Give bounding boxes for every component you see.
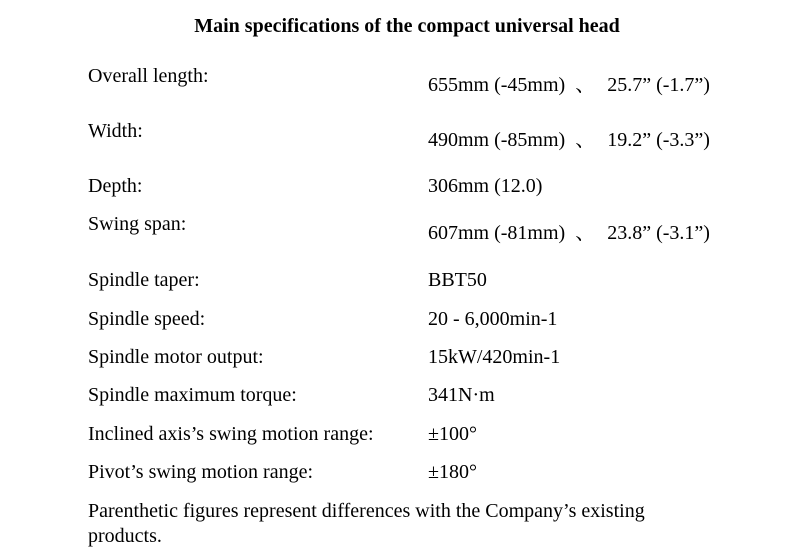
spec-label: Width:: [88, 120, 143, 142]
spec-row-inclined-axis-swing-range: [88, 422, 768, 462]
spec-row-width: [88, 119, 768, 159]
spec-value-metric: 655mm (-45mm): [428, 74, 566, 96]
spec-label: Spindle motor output:: [88, 346, 264, 368]
spec-row-depth: [88, 174, 768, 214]
spec-label: Swing span:: [88, 213, 187, 235]
spec-value: 20 - 6,000min-1: [428, 308, 558, 330]
spec-value: [428, 73, 710, 97]
spec-value-imperial: 19.2” (-3.3”): [607, 129, 710, 151]
spec-label: Inclined axis’s swing motion range:: [88, 423, 374, 445]
spec-value: [428, 174, 542, 198]
spec-value: BBT50: [428, 269, 487, 291]
spec-value-imperial: 23.8” (-3.1”): [607, 222, 710, 244]
spec-separator: 、: [575, 74, 596, 96]
spec-label: Depth:: [88, 175, 143, 197]
spec-label: Spindle speed:: [88, 308, 206, 330]
spec-value-metric: 306mm (12.0): [428, 175, 543, 197]
spec-value-imperial: 25.7” (-1.7”): [607, 74, 710, 96]
spec-value: [428, 128, 710, 152]
spec-label: Overall length:: [88, 65, 209, 87]
spec-row-swing-span: [88, 212, 768, 252]
spec-row-pivot-swing-range: [88, 460, 768, 500]
footnote: Parenthetic figures represent differences with the Company’s existing products.: [88, 500, 645, 547]
spec-separator: 、: [575, 129, 596, 151]
spec-label: Spindle maximum torque:: [88, 384, 297, 406]
spec-value: 341N·m: [428, 384, 495, 406]
document-title: Main specifications of the compact universal head: [194, 15, 620, 37]
spec-value-metric: 490mm (-85mm): [428, 129, 566, 151]
spec-value: 15kW/420min-1: [428, 346, 561, 368]
spec-row-spindle-speed: [88, 307, 768, 347]
spec-row-spindle-motor-output: [88, 345, 768, 385]
spec-label: Spindle taper:: [88, 269, 200, 291]
spec-row-spindle-maximum-torque: [88, 383, 768, 423]
spec-value: ±180°: [428, 461, 477, 483]
spec-value-metric: 607mm (-81mm): [428, 222, 566, 244]
spec-value: ±100°: [428, 423, 477, 445]
spec-separator: 、: [575, 222, 596, 244]
spec-label: Pivot’s swing motion range:: [88, 461, 313, 483]
spec-row-spindle-taper: [88, 268, 768, 308]
spec-value: [428, 221, 710, 245]
spec-row-overall-length: [88, 64, 768, 104]
